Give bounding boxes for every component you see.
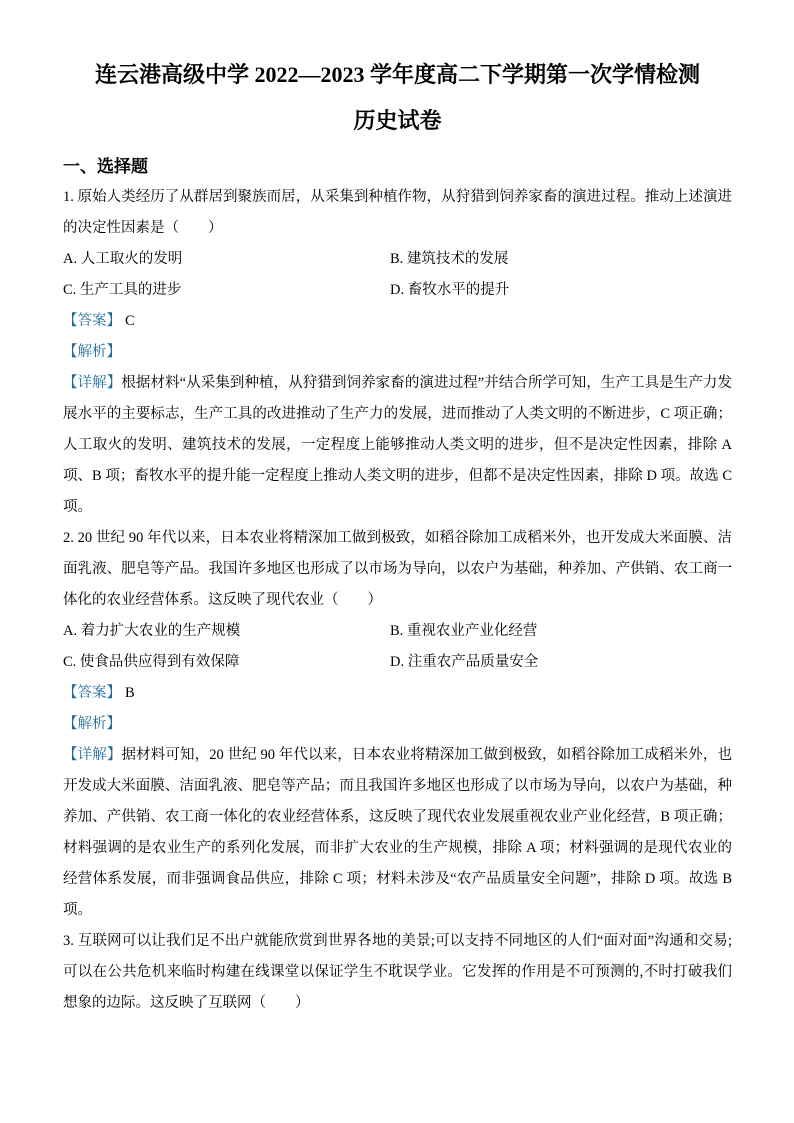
question-2 [63,523,732,926]
detail-text: 据材料可知，20 世纪 90 年代以来，日本农业将精深加工做到极致，如稻谷除加工成稻米外，也开发成大米面膜、洁面乳液、肥皂等产品；而且我国许多地区也形成了以市场为导向，以农户为基础，种养加、产供销、农工商一体化的农业经营体系，这反映了现代农业发展重视农业产业化经营，B 项正确；材料强调的是农业生产的系列化发展，而非扩大农业的生产规模，排除 A 项；材料强调的是现代农业的经营体系发展，而非强调食品供应，排除 C 项；材料未涉及“农产品质量安全问题”，排除 D 项。故选 B 项。 [63,747,732,918]
section-heading-multiple-choice: 一、选择题 [63,157,148,176]
question-1-option-a: A. 人工取火的发明 [63,251,183,267]
paper-title-line1: 连云港高级中学 2022—2023 学年度高二下学期第一次学情检测 [94,62,700,87]
question-2-option-c: C. 使食品供应得到有效保障 [63,654,240,670]
question-1 [63,182,732,523]
analysis-tag: 【解析】 [63,344,121,360]
question-1-option-b: B. 建筑技术的发展 [390,251,509,267]
answer-tag: 【答案】 [63,313,121,329]
question-1-options [63,244,732,306]
question-2-stem: 2. 20 世纪 90 年代以来，日本农业将精深加工做到极致，如稻谷除加工成稻米外，也开发成大米面膜、洁面乳液、肥皂等产品。我国许多地区也形成了以市场为导向，以农户为基础，种养加、产供销、农工商一体化的农业经营体系。这反映了现代农业（ ） [63,530,732,608]
answer-value: C [125,313,135,329]
question-2-analysis-line [63,709,732,740]
question-2-option-b: B. 重视农业产业化经营 [390,623,538,639]
question-1-option-d: D. 畜牧水平的提升 [390,282,510,298]
question-2-answer-line [63,678,732,709]
detail-tag: 【详解】 [63,747,122,763]
question-1-answer-line [63,306,732,337]
question-2-option-a: A. 着力扩大农业的生产规模 [63,623,241,639]
question-2-detail [63,740,732,926]
question-1-option-c: C. 生产工具的进步 [63,282,182,298]
detail-tag: 【详解】 [63,375,122,391]
detail-text: 根据材料“从采集到种植，从狩猎到饲养家畜的演进过程”并结合所学可知，生产工具是生产力发展水平的主要标志，生产工具的改进推动了生产力的发展，进而推动了人类文明的不断进步，C 项正确；人工取火的发明、建筑技术的发展，一定程度上能够推动人类文明的进步，但不是决定性因素，排除 A 项、B 项；畜牧水平的提升能一定程度上推动人类文明的进步，但都不是决定性因素，排除 D 项。故选 C 项。 [63,375,733,515]
question-2-options [63,616,732,678]
question-1-analysis-line [63,337,732,368]
answer-value: B [125,685,135,701]
question-3 [63,926,732,1019]
answer-tag: 【答案】 [63,685,121,701]
analysis-tag: 【解析】 [63,716,121,732]
question-1-stem: 1. 原始人类经历了从群居到聚族而居，从采集到种植作物，从狩猎到饲养家畜的演进过程。推动上述演进的决定性因素是（ ） [63,189,732,236]
question-3-stem: 3. 互联网可以让我们足不出户就能欣赏到世界各地的美景;可以支持不同地区的人们“面对面”沟通和交易;可以在公共危机来临时构建在线课堂以保证学生不耽误学业。它发挥的作用是不可预测的,不时打破我们想象的边际。这反映了互联网（ ） [63,933,732,1011]
paper-title-line2: 历史试卷 [353,108,442,133]
question-2-option-d: D. 注重农产品质量安全 [390,654,539,670]
question-1-detail [63,368,732,523]
